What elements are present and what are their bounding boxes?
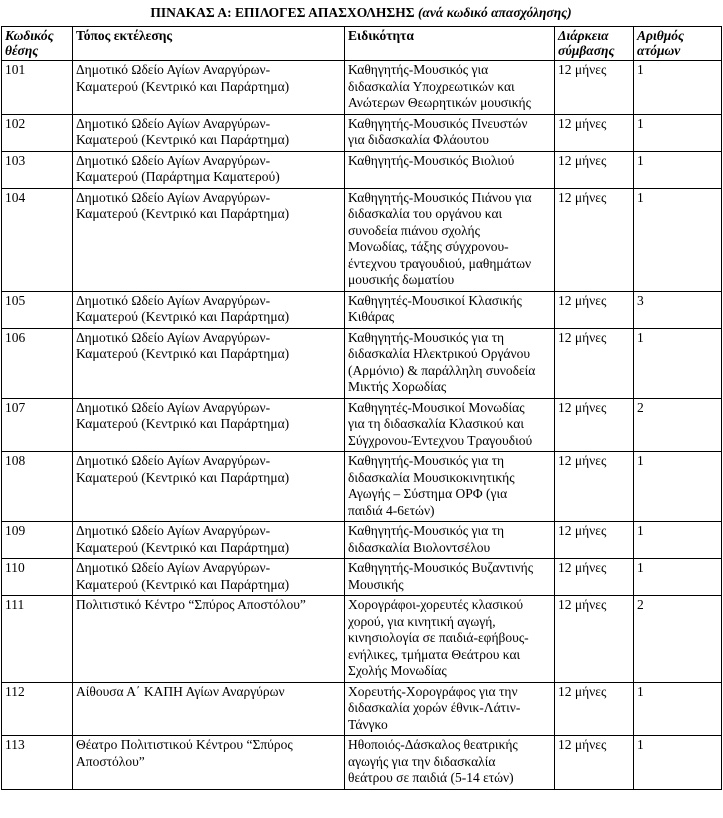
- place-line: Καματερού (Κεντρικό και Παράρτημα): [76, 416, 290, 431]
- specialty-line: Τάνγκο: [348, 716, 388, 732]
- persons-count: 1: [637, 115, 644, 131]
- cell-persons: [634, 188, 722, 291]
- persons-count: 1: [637, 560, 644, 575]
- place-line: Αποστόλου”: [76, 753, 145, 769]
- cell-persons: [634, 61, 722, 115]
- specialty-line: έντεχνου τραγουδιού, μαθημάτων: [348, 255, 532, 271]
- header-duration-line: σύμβασης: [558, 43, 615, 58]
- cell-persons: [634, 151, 722, 188]
- cell-code: [2, 61, 73, 115]
- cell-place: [73, 736, 345, 790]
- specialty-line: Κιθάρας: [348, 309, 395, 324]
- persons-count: 1: [637, 523, 644, 538]
- header-specialty-label: Ειδικότητα: [348, 28, 414, 43]
- place-line: Δημοτικό Ωδείο Αγίων Αναργύρων-: [76, 62, 271, 77]
- cell-place: [73, 522, 345, 559]
- place-line: Πολιτιστικό Κέντρο “Σπύρος Αποστόλου”: [76, 597, 306, 612]
- position-code: 105: [5, 292, 26, 308]
- place-line: Καματερού (Κεντρικό και Παράρτημα): [76, 309, 290, 324]
- place-line: Δημοτικό Ωδείο Αγίων Αναργύρων-: [76, 329, 271, 345]
- table-row: [2, 328, 722, 398]
- place-line: Αίθουσα Α΄ ΚΑΠΗ Αγίων Αναργύρων: [76, 683, 285, 699]
- specialty-line: διδασκαλία Ηλεκτρικού Οργάνου: [348, 346, 531, 361]
- cell-place: [73, 291, 345, 328]
- position-code: 108: [5, 453, 26, 468]
- position-code: 112: [5, 683, 25, 699]
- position-code: 102: [5, 115, 26, 131]
- place-line: Δημοτικό Ωδείο Αγίων Αναργύρων-: [76, 115, 271, 131]
- specialty-line: συνοδεία πιάνου σχολής: [348, 222, 480, 238]
- table-row: [2, 114, 722, 151]
- cell-place: [73, 398, 345, 452]
- specialty-line: Καθηγητές-Μουσικοί Κλασικής: [348, 292, 522, 308]
- place-line: Καματερού (Κεντρικό και Παράρτημα): [76, 206, 290, 221]
- cell-specialty: [345, 596, 555, 683]
- header-code-line: Κωδικός: [5, 28, 54, 43]
- specialty-line: κινησιολογία σε παιδιά-εφήβους-: [348, 630, 529, 645]
- place-line: Καματερού (Κεντρικό και Παράρτημα): [76, 346, 290, 361]
- persons-count: 2: [637, 597, 644, 612]
- cell-specialty: [345, 398, 555, 452]
- table-row: [2, 452, 722, 522]
- cell-duration: [555, 114, 634, 151]
- table-row: [2, 682, 722, 736]
- cell-specialty: [345, 559, 555, 596]
- contract-duration: 12 μήνες: [558, 523, 607, 538]
- table-row: [2, 522, 722, 559]
- place-line: Δημοτικό Ωδείο Αγίων Αναργύρων-: [76, 399, 271, 415]
- cell-place: [73, 596, 345, 683]
- place-line: Δημοτικό Ωδείο Αγίων Αναργύρων-: [76, 292, 271, 308]
- place-line: Καματερού (Κεντρικό και Παράρτημα): [76, 539, 290, 555]
- specialty-line: Μουσικής: [348, 576, 404, 592]
- table-title-sub: (ανά κωδικό απασχόλησης): [417, 5, 572, 20]
- position-code: 106: [5, 329, 26, 345]
- header-place-label: Τόπος εκτέλεσης: [76, 28, 173, 43]
- cell-persons: [634, 398, 722, 452]
- specialty-line: Καθηγητής-Μουσικός Πιάνου για: [348, 189, 532, 205]
- specialty-line: διδασκαλία Μουσικοκινητικής: [348, 469, 515, 485]
- cell-duration: [555, 452, 634, 522]
- contract-duration: 12 μήνες: [558, 329, 607, 345]
- cell-persons: [634, 328, 722, 398]
- cell-duration: [555, 522, 634, 559]
- persons-count: 2: [637, 399, 644, 415]
- cell-specialty: [345, 736, 555, 790]
- header-persons: [634, 27, 722, 61]
- cell-code: [2, 291, 73, 328]
- header-duration-line: Διάρκεια: [558, 28, 609, 43]
- cell-place: [73, 452, 345, 522]
- header-duration: [555, 27, 634, 61]
- place-line: Δημοτικό Ωδείο Αγίων Αναργύρων-: [76, 523, 271, 538]
- place-line: Καματερού (Κεντρικό και Παράρτημα): [76, 132, 290, 147]
- cell-persons: [634, 596, 722, 683]
- contract-duration: 12 μήνες: [558, 115, 607, 131]
- persons-count: 1: [637, 329, 644, 345]
- specialty-line: (Αρμόνιο) & παράλληλη συνοδεία: [348, 362, 536, 378]
- contract-duration: 12 μήνες: [558, 399, 607, 415]
- cell-place: [73, 151, 345, 188]
- cell-persons: [634, 522, 722, 559]
- contract-duration: 12 μήνες: [558, 597, 607, 612]
- specialty-line: αγωγής για την διδασκαλία: [348, 753, 496, 769]
- position-code: 109: [5, 523, 26, 538]
- cell-duration: [555, 151, 634, 188]
- place-line: Καματερού (Παράρτημα Καματερού): [76, 169, 280, 184]
- specialty-line: μουσικής δωματίου: [348, 272, 455, 287]
- table-row: [2, 559, 722, 596]
- header-place: [73, 27, 345, 61]
- position-code: 103: [5, 152, 26, 168]
- header-row: [2, 27, 722, 61]
- specialty-line: Μικτής Χορωδίας: [348, 379, 447, 394]
- cell-specialty: [345, 114, 555, 151]
- table-row: [2, 151, 722, 188]
- cell-duration: [555, 328, 634, 398]
- place-line: Δημοτικό Ωδείο Αγίων Αναργύρων-: [76, 152, 271, 168]
- cell-persons: [634, 559, 722, 596]
- persons-count: 1: [637, 189, 644, 205]
- specialty-line: Καθηγητής-Μουσικός Βιολιού: [348, 152, 515, 168]
- cell-duration: [555, 736, 634, 790]
- position-code: 111: [5, 597, 25, 612]
- table-row: [2, 61, 722, 115]
- position-code: 101: [5, 62, 26, 77]
- cell-code: [2, 736, 73, 790]
- specialty-line: Καθηγητές-Μουσικοί Μονωδίας: [348, 399, 525, 415]
- cell-duration: [555, 559, 634, 596]
- specialty-line: Καθηγητής-Μουσικός για τη: [348, 453, 505, 468]
- cell-code: [2, 452, 73, 522]
- specialty-line: Καθηγητής-Μουσικός για: [348, 62, 489, 77]
- cell-duration: [555, 682, 634, 736]
- header-code: [2, 27, 73, 61]
- persons-count: 1: [637, 152, 644, 168]
- specialty-line: Αγωγής – Σύστημα ΟΡΦ (για: [348, 486, 508, 501]
- table-title: [1, 4, 721, 26]
- place-line: Δημοτικό Ωδείο Αγίων Αναργύρων-: [76, 189, 271, 205]
- header-persons-line: ατόμων: [637, 43, 681, 58]
- header-specialty: [345, 27, 555, 61]
- cell-code: [2, 188, 73, 291]
- persons-count: 1: [637, 453, 644, 468]
- position-code: 110: [5, 560, 25, 575]
- cell-specialty: [345, 151, 555, 188]
- cell-specialty: [345, 61, 555, 115]
- cell-place: [73, 559, 345, 596]
- place-line: Καματερού (Κεντρικό και Παράρτημα): [76, 78, 290, 94]
- cell-persons: [634, 736, 722, 790]
- specialty-line: διδασκαλία Υποχρεωτικών και: [348, 78, 515, 94]
- position-code: 113: [5, 737, 25, 752]
- document: [1, 4, 721, 790]
- contract-duration: 12 μήνες: [558, 453, 607, 468]
- header-persons-line: Αριθμός: [637, 28, 684, 43]
- cell-duration: [555, 188, 634, 291]
- place-line: Δημοτικό Ωδείο Αγίων Αναργύρων-: [76, 560, 271, 575]
- specialty-line: Σύγχρονου-Έντεχνου Τραγουδιού: [348, 432, 533, 448]
- specialty-line: διδασκαλία του οργάνου και: [348, 206, 503, 221]
- specialty-line: για τη διδασκαλία Κλασικού και: [348, 416, 524, 431]
- position-code: 104: [5, 189, 26, 205]
- cell-place: [73, 682, 345, 736]
- contract-duration: 12 μήνες: [558, 560, 607, 575]
- table-body: [2, 61, 722, 790]
- table-row: [2, 188, 722, 291]
- table-row: [2, 398, 722, 452]
- contract-duration: 12 μήνες: [558, 152, 607, 168]
- cell-duration: [555, 596, 634, 683]
- cell-code: [2, 682, 73, 736]
- cell-code: [2, 522, 73, 559]
- cell-code: [2, 114, 73, 151]
- cell-code: [2, 328, 73, 398]
- specialty-line: ενήλικες, τμήματα Θεάτρου και: [348, 646, 521, 662]
- specialty-line: διδασκαλία Βιολοντσέλου: [348, 539, 491, 555]
- specialty-line: χορού, για κινητική αγωγή,: [348, 613, 496, 629]
- cell-persons: [634, 452, 722, 522]
- cell-persons: [634, 682, 722, 736]
- specialty-line: Χορογράφοι-χορευτές κλασικού: [348, 597, 524, 612]
- cell-persons: [634, 114, 722, 151]
- place-line: Καματερού (Κεντρικό και Παράρτημα): [76, 469, 290, 485]
- cell-specialty: [345, 682, 555, 736]
- specialty-line: Ηθοποιός-Δάσκαλος θεατρικής: [348, 737, 518, 752]
- cell-code: [2, 559, 73, 596]
- specialty-line: Ανώτερων Θεωρητικών μουσικής: [348, 95, 531, 110]
- cell-duration: [555, 61, 634, 115]
- contract-duration: 12 μήνες: [558, 292, 607, 308]
- table-title-main: ΠΙΝΑΚΑΣ Α: ΕΠΙΛΟΓΕΣ ΑΠΑΣΧΟΛΗΣΗΣ: [150, 5, 415, 20]
- cell-specialty: [345, 452, 555, 522]
- specialty-line: παιδιά 4-6ετών): [348, 502, 435, 518]
- contract-duration: 12 μήνες: [558, 737, 607, 752]
- cell-persons: [634, 291, 722, 328]
- cell-code: [2, 398, 73, 452]
- persons-count: 3: [637, 292, 644, 308]
- place-line: Καματερού (Κεντρικό και Παράρτημα): [76, 576, 290, 592]
- cell-code: [2, 596, 73, 683]
- specialty-line: Σχολής Μονωδίας: [348, 663, 447, 678]
- specialty-line: για διδασκαλία Φλάουτου: [348, 132, 489, 147]
- specialty-line: Καθηγητής-Μουσικός Πνευστών: [348, 115, 528, 131]
- persons-count: 1: [637, 737, 644, 752]
- cell-place: [73, 114, 345, 151]
- cell-specialty: [345, 291, 555, 328]
- persons-count: 1: [637, 683, 644, 699]
- positions-table: [1, 26, 722, 790]
- cell-specialty: [345, 188, 555, 291]
- cell-duration: [555, 398, 634, 452]
- cell-specialty: [345, 328, 555, 398]
- specialty-line: Μονωδίας, τάξης σύγχρονου-: [348, 239, 509, 254]
- cell-duration: [555, 291, 634, 328]
- contract-duration: 12 μήνες: [558, 189, 607, 205]
- contract-duration: 12 μήνες: [558, 62, 607, 77]
- table-row: [2, 736, 722, 790]
- cell-code: [2, 151, 73, 188]
- table-row: [2, 596, 722, 683]
- persons-count: 1: [637, 62, 644, 77]
- place-line: Θέατρο Πολιτιστικού Κέντρου “Σπύρος: [76, 737, 293, 752]
- cell-specialty: [345, 522, 555, 559]
- specialty-line: Χορευτής-Χορογράφος για την: [348, 683, 518, 699]
- specialty-line: Καθηγητής-Μουσικός για τη: [348, 329, 505, 345]
- specialty-line: Καθηγητής-Μουσικός Βυζαντινής: [348, 560, 534, 575]
- cell-place: [73, 61, 345, 115]
- table-row: [2, 291, 722, 328]
- cell-place: [73, 188, 345, 291]
- header-code-line: θέσης: [5, 43, 39, 58]
- place-line: Δημοτικό Ωδείο Αγίων Αναργύρων-: [76, 453, 271, 468]
- contract-duration: 12 μήνες: [558, 683, 607, 699]
- specialty-line: Καθηγητής-Μουσικός για τη: [348, 523, 505, 538]
- cell-place: [73, 328, 345, 398]
- specialty-line: διδασκαλία χορών έθνικ-Λάτιν-: [348, 700, 521, 715]
- specialty-line: θεάτρου σε παιδιά (5-14 ετών): [348, 770, 514, 785]
- position-code: 107: [5, 399, 26, 415]
